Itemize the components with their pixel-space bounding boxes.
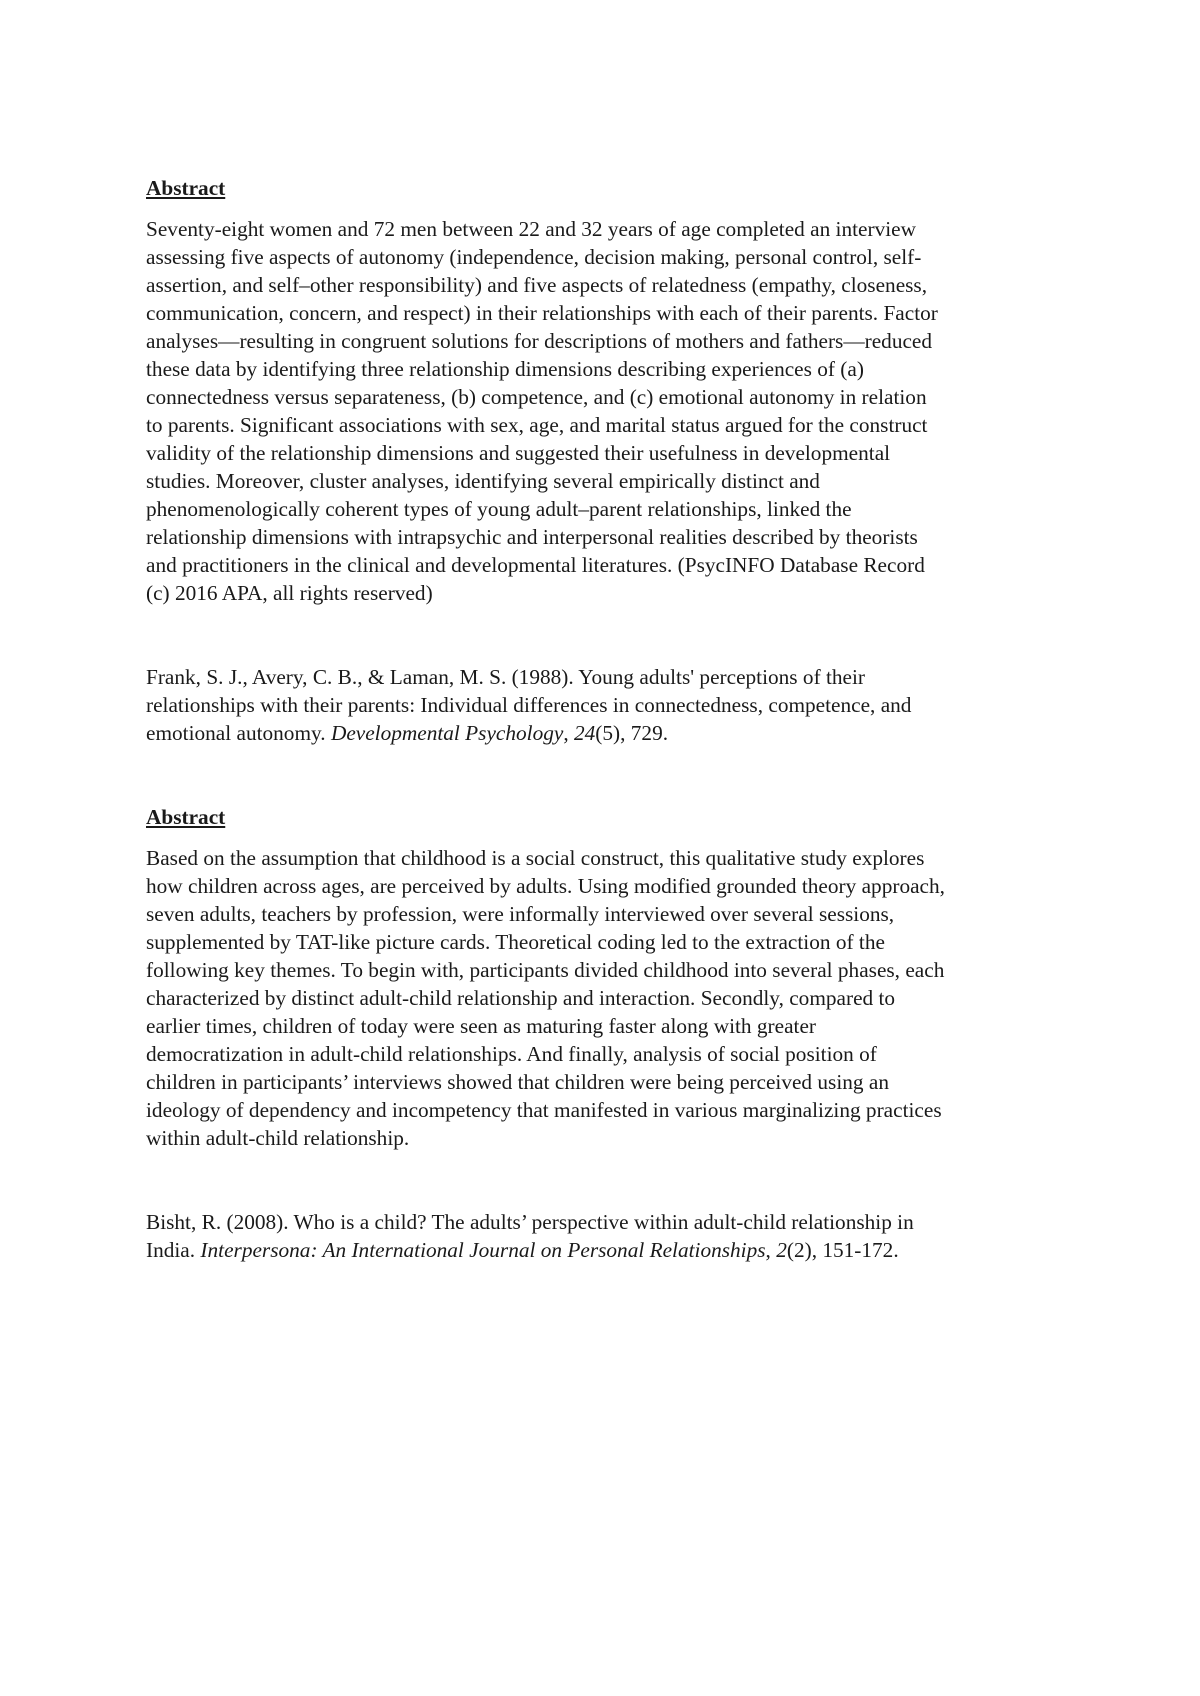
citation-line bbox=[146, 719, 1086, 747]
abstract-line: following key themes. To begin with, participants divided childhood into several phases, each bbox=[146, 958, 945, 982]
abstract-heading: Abstract bbox=[146, 805, 226, 829]
citation-1 bbox=[146, 663, 1086, 747]
journal-volume: 2 bbox=[776, 1238, 787, 1262]
citation-separator: , bbox=[563, 721, 574, 745]
citation-issue-pages: (2), 151-172. bbox=[786, 1238, 899, 1262]
abstract-line: and practitioners in the clinical and developmental literatures. (PsycINFO Database Record bbox=[146, 553, 925, 577]
abstract-heading: Abstract bbox=[146, 176, 226, 200]
abstract-line: assertion, and self–other responsibility) and five aspects of relatedness (empathy, closeness, bbox=[146, 273, 928, 297]
abstract-section-2 bbox=[146, 803, 1086, 1152]
abstract-line: characterized by distinct adult-child relationship and interaction. Secondly, compared to bbox=[146, 986, 896, 1010]
abstract-line: validity of the relationship dimensions and suggested their usefulness in developmental bbox=[146, 441, 891, 465]
abstract-line: phenomenologically coherent types of young adult–parent relationships, linked the bbox=[146, 497, 852, 521]
citation-line: Frank, S. J., Avery, C. B., & Laman, M. S. (1988). Young adults' perceptions of their bbox=[146, 665, 866, 689]
citation-text: India. bbox=[146, 1238, 201, 1262]
abstract-line: supplemented by TAT-like picture cards. Theoretical coding led to the extraction of the bbox=[146, 930, 885, 954]
abstract-text bbox=[146, 844, 1086, 1152]
abstract-line: these data by identifying three relationship dimensions describing experiences of (a) bbox=[146, 357, 864, 381]
abstract-line: analyses—resulting in congruent solutions for descriptions of mothers and fathers—reduced bbox=[146, 329, 933, 353]
citation-2 bbox=[146, 1208, 1086, 1264]
citation-line: Bisht, R. (2008). Who is a child? The adults’ perspective within adult-child relationship in bbox=[146, 1210, 914, 1234]
journal-volume: 24 bbox=[574, 721, 596, 745]
abstract-text bbox=[146, 215, 1086, 607]
abstract-line: ideology of dependency and incompetency that manifested in various marginalizing practices bbox=[146, 1098, 942, 1122]
abstract-line: seven adults, teachers by profession, were informally interviewed over several sessions, bbox=[146, 902, 895, 926]
abstract-line: (c) 2016 APA, all rights reserved) bbox=[146, 581, 433, 605]
abstract-section-1 bbox=[146, 174, 1086, 607]
abstract-line: democratization in adult-child relationships. And finally, analysis of social position of bbox=[146, 1042, 877, 1066]
abstract-line: earlier times, children of today were seen as maturing faster along with greater bbox=[146, 1014, 816, 1038]
journal-title: Interpersona: An International Journal on Personal Relationships bbox=[200, 1238, 766, 1262]
document-page bbox=[146, 174, 1086, 1264]
citation-issue-pages: (5), 729. bbox=[595, 721, 669, 745]
abstract-line: Seventy-eight women and 72 men between 22 and 32 years of age completed an interview bbox=[146, 217, 916, 241]
citation-separator: , bbox=[765, 1238, 777, 1262]
abstract-line: assessing five aspects of autonomy (independence, decision making, personal control, self- bbox=[146, 245, 922, 269]
abstract-line: within adult-child relationship. bbox=[146, 1126, 410, 1150]
citation-line bbox=[146, 1236, 1086, 1264]
citation-text: emotional autonomy. bbox=[146, 721, 331, 745]
abstract-line: relationship dimensions with intrapsychic and interpersonal realities described by theorists bbox=[146, 525, 918, 549]
abstract-line: communication, concern, and respect) in their relationships with each of their parents. Factor bbox=[146, 301, 938, 325]
abstract-line: how children across ages, are perceived by adults. Using modified grounded theory approach, bbox=[146, 874, 945, 898]
citation-line: relationships with their parents: Individual differences in connectedness, competence, and bbox=[146, 693, 912, 717]
abstract-line: children in participants’ interviews showed that children were being perceived using an bbox=[146, 1070, 889, 1094]
abstract-line: Based on the assumption that childhood is a social construct, this qualitative study explores bbox=[146, 846, 925, 870]
journal-title: Developmental Psychology bbox=[330, 721, 564, 745]
abstract-line: studies. Moreover, cluster analyses, identifying several empirically distinct and bbox=[146, 469, 820, 493]
abstract-line: connectedness versus separateness, (b) competence, and (c) emotional autonomy in relation bbox=[146, 385, 927, 409]
abstract-line: to parents. Significant associations with sex, age, and marital status argued for the construct bbox=[146, 413, 928, 437]
